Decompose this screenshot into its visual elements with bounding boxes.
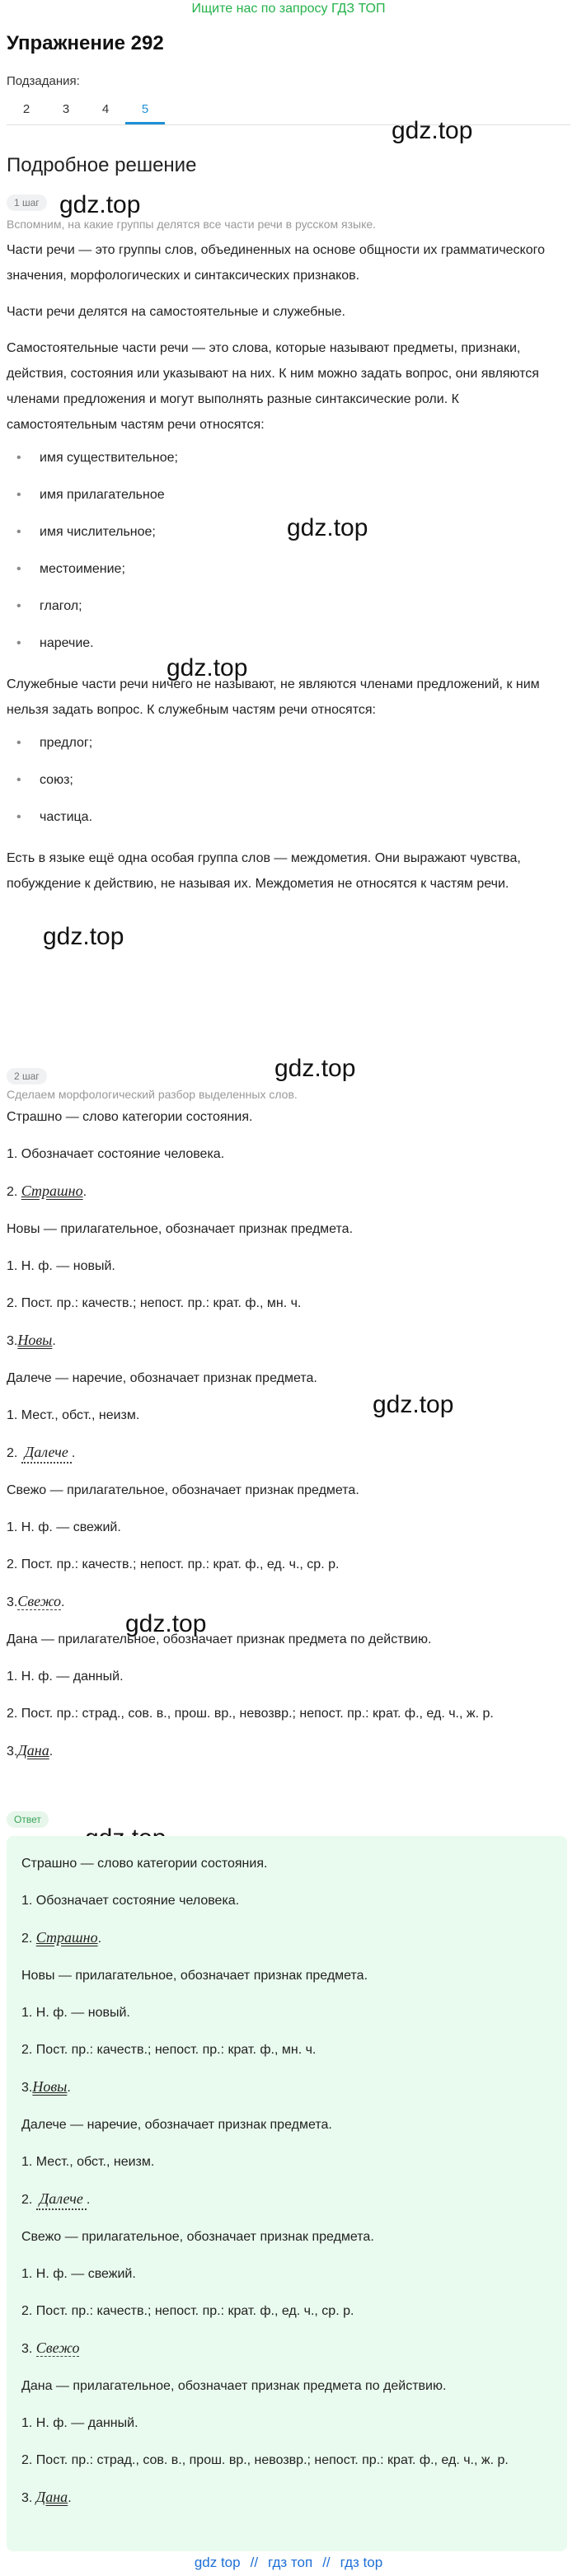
parse-line: Новы — прилагательное, обозначает признак предмета.: [7, 1222, 354, 1236]
paragraph: Самостоятельные части речи — это слова, которые называют предметы, признаки, действия, состояния или указывают на них. К ним можно задать вопрос, они являются членами предложения и могут выполнять разные синтаксические роли. К самостоятельным частям речи относятся:: [7, 341, 539, 432]
answer-line: 3. Дана.: [21, 2489, 72, 2505]
footer-separator: //: [322, 2555, 331, 2570]
parse-line: 2. Пост. пр.: качеств.; непост. пр.: крат. ф., ед. ч., ср. р.: [7, 1557, 340, 1571]
tab-4[interactable]: 4: [101, 102, 110, 116]
parsed-word: Дана: [17, 1742, 49, 1759]
watermark: gdz.top: [59, 191, 141, 218]
parsed-word: Свежо: [35, 2339, 80, 2356]
subtask-tabs: [7, 100, 577, 124]
parse-line: Страшно — слово категории состояния.: [7, 1110, 253, 1124]
paragraph: Части речи делятся на самостоятельные и служебные.: [7, 305, 345, 319]
list-item: • имя прилагательное: [7, 486, 567, 504]
answer-box: [7, 1836, 567, 2551]
step-2: [7, 1068, 567, 1764]
subtasks-label: Подзадания:: [7, 74, 80, 88]
list-item: • местоимение;: [7, 560, 567, 578]
parsed-word: Далече: [36, 2190, 87, 2210]
list-item: • имя числительное;: [7, 523, 567, 541]
parse-line: 2. Пост. пр.: качеств.; непост. пр.: крат. ф., мн. ч.: [7, 1296, 302, 1310]
step-hint: Сделаем морфологический разбор выделенных слов.: [7, 1088, 298, 1101]
answer-line: Дана — прилагательное, обозначает признак предмета по действию.: [21, 2379, 447, 2393]
watermark: gdz.top: [43, 923, 124, 950]
list-item: • частица.: [7, 808, 567, 827]
watermark: gdz.top: [392, 117, 473, 144]
parsed-word: Свежо: [17, 1593, 61, 1609]
search-banner[interactable]: Ищите нас по запросу ГДЗ ТОП: [191, 2, 386, 16]
parse-line: 1. Н. ф. — свежий.: [7, 1520, 121, 1534]
watermark: gdz.top: [274, 1055, 356, 1082]
parse-line: 3.Дана.: [7, 1742, 54, 1759]
footer-link[interactable]: гдз топ: [268, 2555, 313, 2570]
parse-line: 1. Обозначает состояние человека.: [7, 1147, 225, 1161]
parse-line: 2. Пост. пр.: страд., сов. в., прош. вр., невозвр.; непост. пр.: крат. ф., ед. ч., ж. р.: [7, 1707, 494, 1721]
footer-links: [0, 2555, 577, 2571]
parse-line: Свежо — прилагательное, обозначает признак предмета.: [7, 1483, 359, 1497]
tabs-divider: [7, 124, 570, 125]
parse-line: 2. Далече .: [7, 1440, 567, 1466]
footer-link[interactable]: гдз top: [340, 2555, 383, 2570]
parsed-word: Новы: [32, 2078, 68, 2095]
list-item: • предлог;: [7, 734, 567, 752]
list-item: • имя существительное;: [7, 449, 567, 467]
answer-line: 1. Обозначает состояние человека.: [21, 1894, 240, 1908]
answer-line: Свежо — прилагательное, обозначает признак предмета.: [21, 2230, 374, 2244]
parsed-word: Страшно: [21, 1183, 83, 1199]
answer-label: Ответ: [7, 1811, 49, 1828]
section-title: Подробное решение: [7, 154, 197, 176]
answer-line: 1. Н. ф. — свежий.: [21, 2267, 136, 2281]
parse-line: 3.Свежо.: [7, 1593, 65, 1609]
step-badge: 1 шаг: [7, 194, 47, 211]
footer-separator: //: [250, 2555, 259, 2570]
watermark: gdz.top: [373, 1391, 454, 1418]
list-item: • союз;: [7, 771, 567, 789]
answer-line: 3.Новы.: [21, 2078, 71, 2095]
tab-2[interactable]: 2: [22, 102, 30, 116]
watermark: gdz.top: [287, 514, 368, 541]
list-item: • наречие.: [7, 635, 567, 653]
step-1: [7, 194, 567, 897]
list-item: • глагол;: [7, 597, 567, 616]
answer-line: 1. Мест., обст., неизм.: [21, 2155, 155, 2169]
parse-line: Далече — наречие, обозначает признак предмета.: [7, 1371, 317, 1385]
watermark: gdz.top: [125, 1610, 207, 1637]
parse-line: Дана — прилагательное, обозначает признак предмета по действию.: [7, 1632, 432, 1646]
step-hint: Вспомним, на какие группы делятся все части речи в русском языке.: [7, 218, 377, 231]
parse-line: 1. Н. ф. — данный.: [7, 1670, 124, 1684]
parsed-word: Дана: [35, 2489, 68, 2505]
tab-3[interactable]: 3: [62, 102, 70, 116]
parse-line: 3.Новы.: [7, 1332, 56, 1348]
step-badge: 2 шаг: [7, 1068, 47, 1084]
tab-5[interactable]: 5: [125, 100, 165, 124]
parse-line: 2. Страшно.: [7, 1183, 87, 1199]
answer-line: 2. Пост. пр.: качеств.; непост. пр.: крат. ф., ед. ч., ср. р.: [21, 2304, 354, 2318]
paragraph: Части речи — это группы слов, объединенных на основе общности их грамматического значения, морфологических и синтаксических признаков.: [7, 243, 546, 283]
parsed-word: Страшно: [35, 1929, 98, 1946]
independent-parts-list: [7, 449, 567, 653]
answer-line: Новы — прилагательное, обозначает признак предмета.: [21, 1969, 368, 1983]
answer-line: 3. Свежо: [21, 2339, 80, 2356]
page-title: Упражнение 292: [7, 32, 164, 54]
parsed-word: Далече: [21, 1444, 72, 1464]
footer-link[interactable]: gdz top: [194, 2555, 241, 2570]
answer-line: 1. Н. ф. — данный.: [21, 2416, 138, 2430]
answer-line: Далече — наречие, обозначает признак предмета.: [21, 2118, 332, 2132]
paragraph: Есть в языке ещё одна особая группа слов — междометия. Они выражают чувства, побуждение к действию, не называя их. Междометия не относятся к частям речи.: [7, 851, 521, 891]
answer-line: 2. Страшно.: [21, 1929, 102, 1946]
parsed-word: Новы: [17, 1332, 53, 1348]
watermark: gdz.top: [167, 654, 248, 681]
answer-line: Страшно — слово категории состояния.: [21, 1857, 268, 1871]
answer-line: 1. Н. ф. — новый.: [21, 2006, 130, 2020]
parse-line: 1. Н. ф. — новый.: [7, 1259, 115, 1273]
answer-line: 2. Пост. пр.: страд., сов. в., прош. вр., невозвр.; непост. пр.: крат. ф., ед. ч., ж. р.: [21, 2453, 509, 2467]
paragraph: Служебные части речи ничего не называют, не являются членами предложений, к ним нельзя задать вопрос. К служебным частям речи относятся:: [7, 677, 540, 717]
service-parts-list: [7, 734, 567, 827]
parse-line: 1. Мест., обст., неизм.: [7, 1408, 140, 1422]
answer-line: 2. Далече .: [21, 2186, 552, 2213]
answer-line: 2. Пост. пр.: качеств.; непост. пр.: крат. ф., мн. ч.: [21, 2043, 317, 2057]
